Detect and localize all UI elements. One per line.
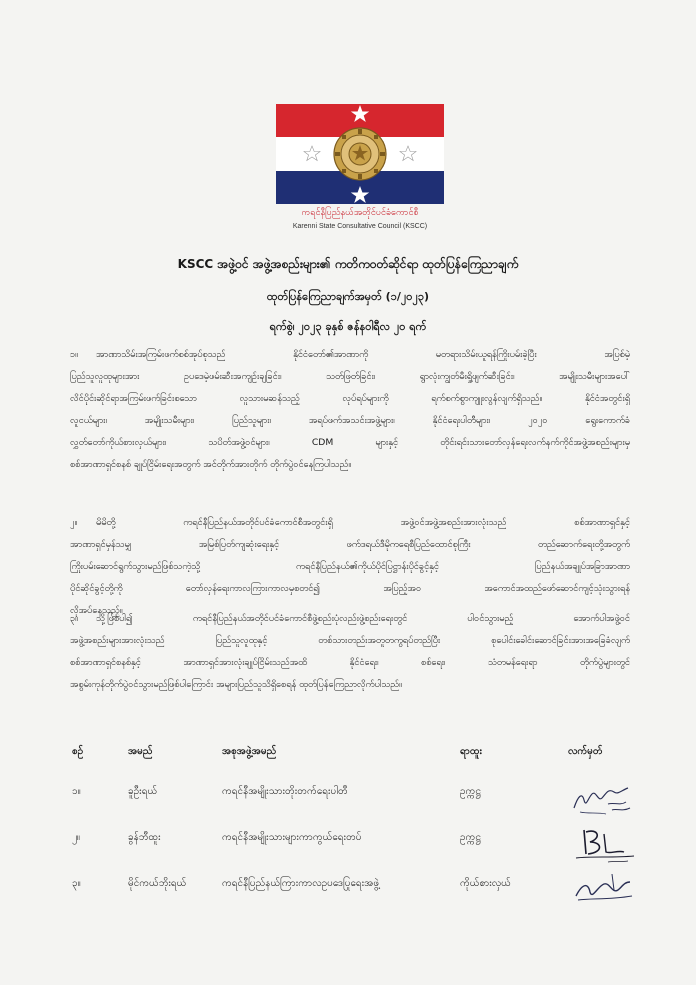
signature-3: [568, 870, 638, 912]
header-position: ရာထူး: [460, 746, 483, 757]
paragraph-line: ၁။ အာဏာသိမ်းအကြမ်းဖက်စစ်အုပ်စုသည် နိုင်ငံတော်၏အာဏာကို မတရားသိမ်းယူရန်ကြိုးပမ်းခဲ့ပြီး အပြစ်မဲ့: [70, 344, 630, 366]
row-position: ဥက္ကဋ္ဌ: [460, 786, 481, 797]
signature-2: [568, 824, 638, 866]
statement-date: ရက်စွဲ၊ ၂၀၂၃ ခုနှစ် ဇန်နဝါရီလ ၂၀ ရက်: [269, 320, 427, 333]
row-no: ၂။: [72, 832, 80, 843]
paragraph-line: အဖွဲ့အစည်းများအားလုံးသည် ပြည်သူလူထုနှင့် တစ်သားတည်းအတူတကွရပ်တည်ပြီး စုပေါင်းခေါင်းဆောင်ခြင်းအားအခြေခံလျက်: [70, 635, 630, 646]
row-name: ခူဦးရယ်: [128, 786, 158, 797]
org-name-burmese: ကရင်နီပြည်နယ်အတိုင်ပင်ခံကောင်စီ: [301, 208, 419, 218]
paragraph-line: ပြည်သူလူထုများအား ဥပဒေမဲ့ဖမ်းဆီးအကျဉ်းချခြင်း၊ သတ်ဖြတ်ခြင်း၊ ရွာလုံးကျွတ်မီးရှို့ဖျက်ဆီးခြင်း၊ အမျိုးသမီးများအပေါ်: [70, 371, 630, 382]
statement-number: ထုတ်ပြန်ကြေညာချက်အမှတ် (၁/၂၀၂၃): [266, 290, 430, 303]
paragraph-line: လွှတ်တော်ကိုယ်စားလှယ်များ၊ သပိတ်အဖွဲ့ဝင်များ၊ CDM များနှင့် တိုင်းရင်းသားတော်လှန်ရေးလက်နက်ကိုင်အဖွဲ့အစည်းများမှ: [70, 437, 630, 448]
header-organization: အစုအဖွဲ့အမည်: [222, 746, 277, 757]
paragraph-1: [70, 344, 630, 476]
table-row: [70, 778, 650, 824]
paragraph-line: ၃။ သို့ဖြစ်ပါ၍ ကရင်နီပြည်နယ်အတိုင်ပင်ခံကောင်စီဖွဲ့စည်းပုံလည်းဖွဲ့စည်းရေးတွင် ပါဝင်သွားမည့် အောက်ပါအဖွဲ့ဝင်: [70, 608, 630, 630]
signature-1: [568, 778, 638, 820]
paragraph-number: ၁။: [70, 349, 78, 360]
header-name: အမည်: [128, 746, 153, 757]
statement-title: KSCC အဖွဲ့ဝင် အဖွဲ့အစည်းများ၏ ကတိကဝတ်ဆိုင်ရာ ထုတ်ပြန်ကြေညာချက်: [177, 257, 519, 271]
header-signature: လက်မှတ်: [568, 746, 603, 757]
org-name-english: Karenni State Consultative Council (KSCC): [292, 223, 428, 230]
paragraph-line: လိင်ပိုင်းဆိုင်ရာအကြမ်းဖက်ခြင်းစသော လူသားမဆန်သည့် လုပ်ရပ်များကို ရက်စက်စွာကျူးလွန်လျက်ရှိသည်။ နိုင်ငံအတွင်းရှိ: [70, 393, 630, 404]
handwritten-signature-icon: [568, 870, 638, 912]
row-organization: ကရင်နီအမျိုးသားတိုးတက်ရေးပါတီ: [222, 786, 348, 797]
row-organization: ကရင်နီပြည်နယ်ကြားကာလဥပဒေပြုရေးအဖွဲ့: [222, 878, 380, 889]
paragraph-number: ၃။: [70, 613, 78, 624]
paragraph-3: [70, 608, 630, 696]
paragraph-2: [70, 512, 630, 622]
table-header-row: [70, 738, 650, 778]
header-no: စဉ်: [72, 746, 84, 757]
row-no: ၁။: [72, 786, 81, 797]
handwritten-signature-icon: [568, 824, 638, 866]
kscc-flag-icon: [276, 104, 444, 204]
handwritten-signature-icon: [568, 778, 638, 820]
table-row: [70, 870, 650, 916]
row-position: ဥက္ကဋ္ဌ: [460, 832, 481, 843]
row-organization: ကရင်နီအမျိုးသားများကာကွယ်ရေးတပ်: [222, 832, 362, 843]
paragraph-number: ၂။: [70, 517, 78, 528]
paragraph-line: ပိုင်ဆိုင်ခွင့်တို့ကို တော်လှန်ရေးကာလကြားကာလမှစတင်၍ အပြည့်အဝ အကောင်အထည်ဖော်ဆောင်ကျင့်သုံးသွားရန်: [70, 583, 630, 594]
row-name: ခွန်ဘီထူး: [128, 832, 161, 843]
row-no: ၃။: [72, 878, 81, 889]
kscc-emblem: [276, 104, 444, 230]
signatory-table: [70, 738, 650, 916]
row-name: မိုင်ကယ်ဘိုးရယ်: [128, 878, 187, 889]
paragraph-line: ကြိုးပမ်းဆောင်ရွက်သွားမည်ဖြစ်သကဲ့သို့ ကရင်နီပြည်နယ်၏ကိုယ်ပိုင်ပြဋ္ဌာန်းပိုင်ခွင့်နှင့် ပြည်နယ်အချုပ်အခြာအာဏာ: [70, 561, 630, 572]
paragraph-line: စစ်အာဏာရှင်စနစ်နှင့် အာဏာရှင်အားလုံးချုပ်ငြိမ်းသည်အထိ နိုင်ငံရေး၊ စစ်ရေး၊ သံတမန်ရေးရာ တိုက်ပွဲများတွင်: [70, 657, 630, 668]
paragraph-line: ၂။ မိမိတို့ ကရင်နီပြည်နယ်အတိုင်ပင်ခံကောင်စီအတွင်းရှိ အဖွဲ့ဝင်အဖွဲ့အစည်းအားလုံးသည် စစ်အာဏာရှင်နှင့်: [70, 512, 630, 534]
paragraph-line: အာဏာရှင်မှန်သမျှ အမြစ်ပြတ်ကျဆုံးရေးနှင့် ဖက်ဒရယ်ဒီမိုကရေစီပြည်ထောင်စုကြီး တည်ဆောက်ရေးတို့အတွက်: [70, 539, 630, 550]
table-row: [70, 824, 650, 870]
paragraph-line: လူငယ်များ၊ အမျိုးသမီးများ၊ ပြည်သူများ၊ အရပ်ဖက်အသင်းအဖွဲ့များ၊ နိုင်ငံရေးပါတီများ၊ ၂၀၂၀ ရွေးကောက်ခံ: [70, 415, 630, 426]
row-position: ကိုယ်စားလှယ်: [460, 878, 511, 889]
paragraph-line: အစွမ်းကုန်တိုက်ပွဲဝင်သွားမည်ဖြစ်ပါကြောင်း အများပြည်သူသိရှိစေရန် ထုတ်ပြန်ကြေညာလိုက်ပါသည်။: [70, 679, 402, 690]
paragraph-line: လိုအပ်နေသည်။: [70, 605, 123, 616]
paragraph-line: စစ်အာဏာရှင်စနစ် ချုပ်ငြိမ်းရေးအတွက် အင်တိုက်အားတိုက် တိုက်ပွဲဝင်နေကြပါသည်။: [70, 459, 352, 470]
